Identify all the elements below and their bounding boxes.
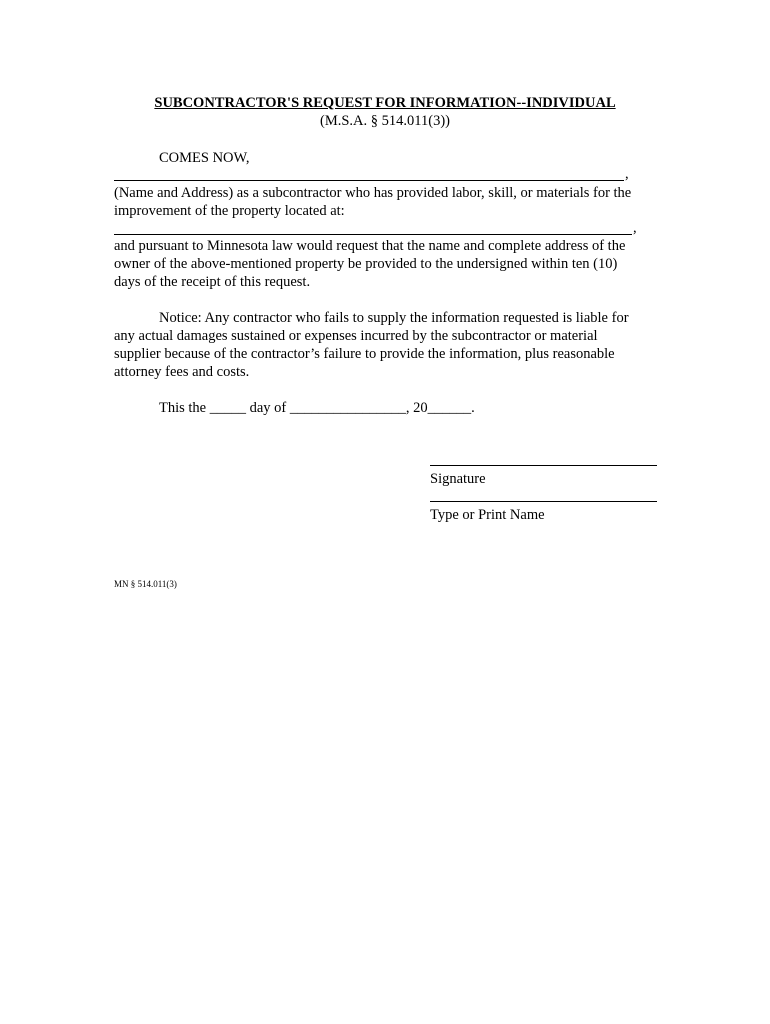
paragraph-line-5: days of the receipt of this request. (114, 274, 311, 290)
signature-line (430, 465, 657, 466)
print-name-label: Type or Print Name (430, 507, 545, 523)
paragraph-line-3: and pursuant to Minnesota law would request that the name and complete address of the (114, 238, 626, 254)
notice-line-2: any actual damages sustained or expenses incurred by the subcontractor or material (114, 328, 598, 344)
print-name-line (430, 501, 657, 502)
name-address-comma: , (625, 166, 629, 182)
comes-now-text: COMES NOW, (159, 150, 250, 166)
paragraph-line-4: owner of the above-mentioned property be provided to the undersigned within ten (10) (114, 256, 618, 272)
property-location-comma: , (633, 220, 637, 236)
notice-line-1: Notice: Any contractor who fails to supply the information requested is liable for (159, 310, 629, 326)
notice-line-4: attorney fees and costs. (114, 364, 250, 380)
signature-label: Signature (430, 471, 486, 487)
date-line: This the _____ day of ________________, 20______. (159, 400, 475, 416)
document-subtitle: (M.S.A. § 514.011(3)) (320, 113, 450, 129)
notice-line-3: supplier because of the contractor’s failure to provide the information, plus reasonable (114, 346, 615, 362)
property-location-blank (114, 234, 632, 235)
paragraph-line-1: (Name and Address) as a subcontractor who has provided labor, skill, or materials for the (114, 185, 632, 201)
document-footer: MN § 514.011(3) (114, 579, 177, 589)
paragraph-line-2: improvement of the property located at: (114, 203, 345, 219)
name-address-blank (114, 180, 624, 181)
document-title: SUBCONTRACTOR'S REQUEST FOR INFORMATION--INDIVIDUAL (154, 95, 616, 111)
